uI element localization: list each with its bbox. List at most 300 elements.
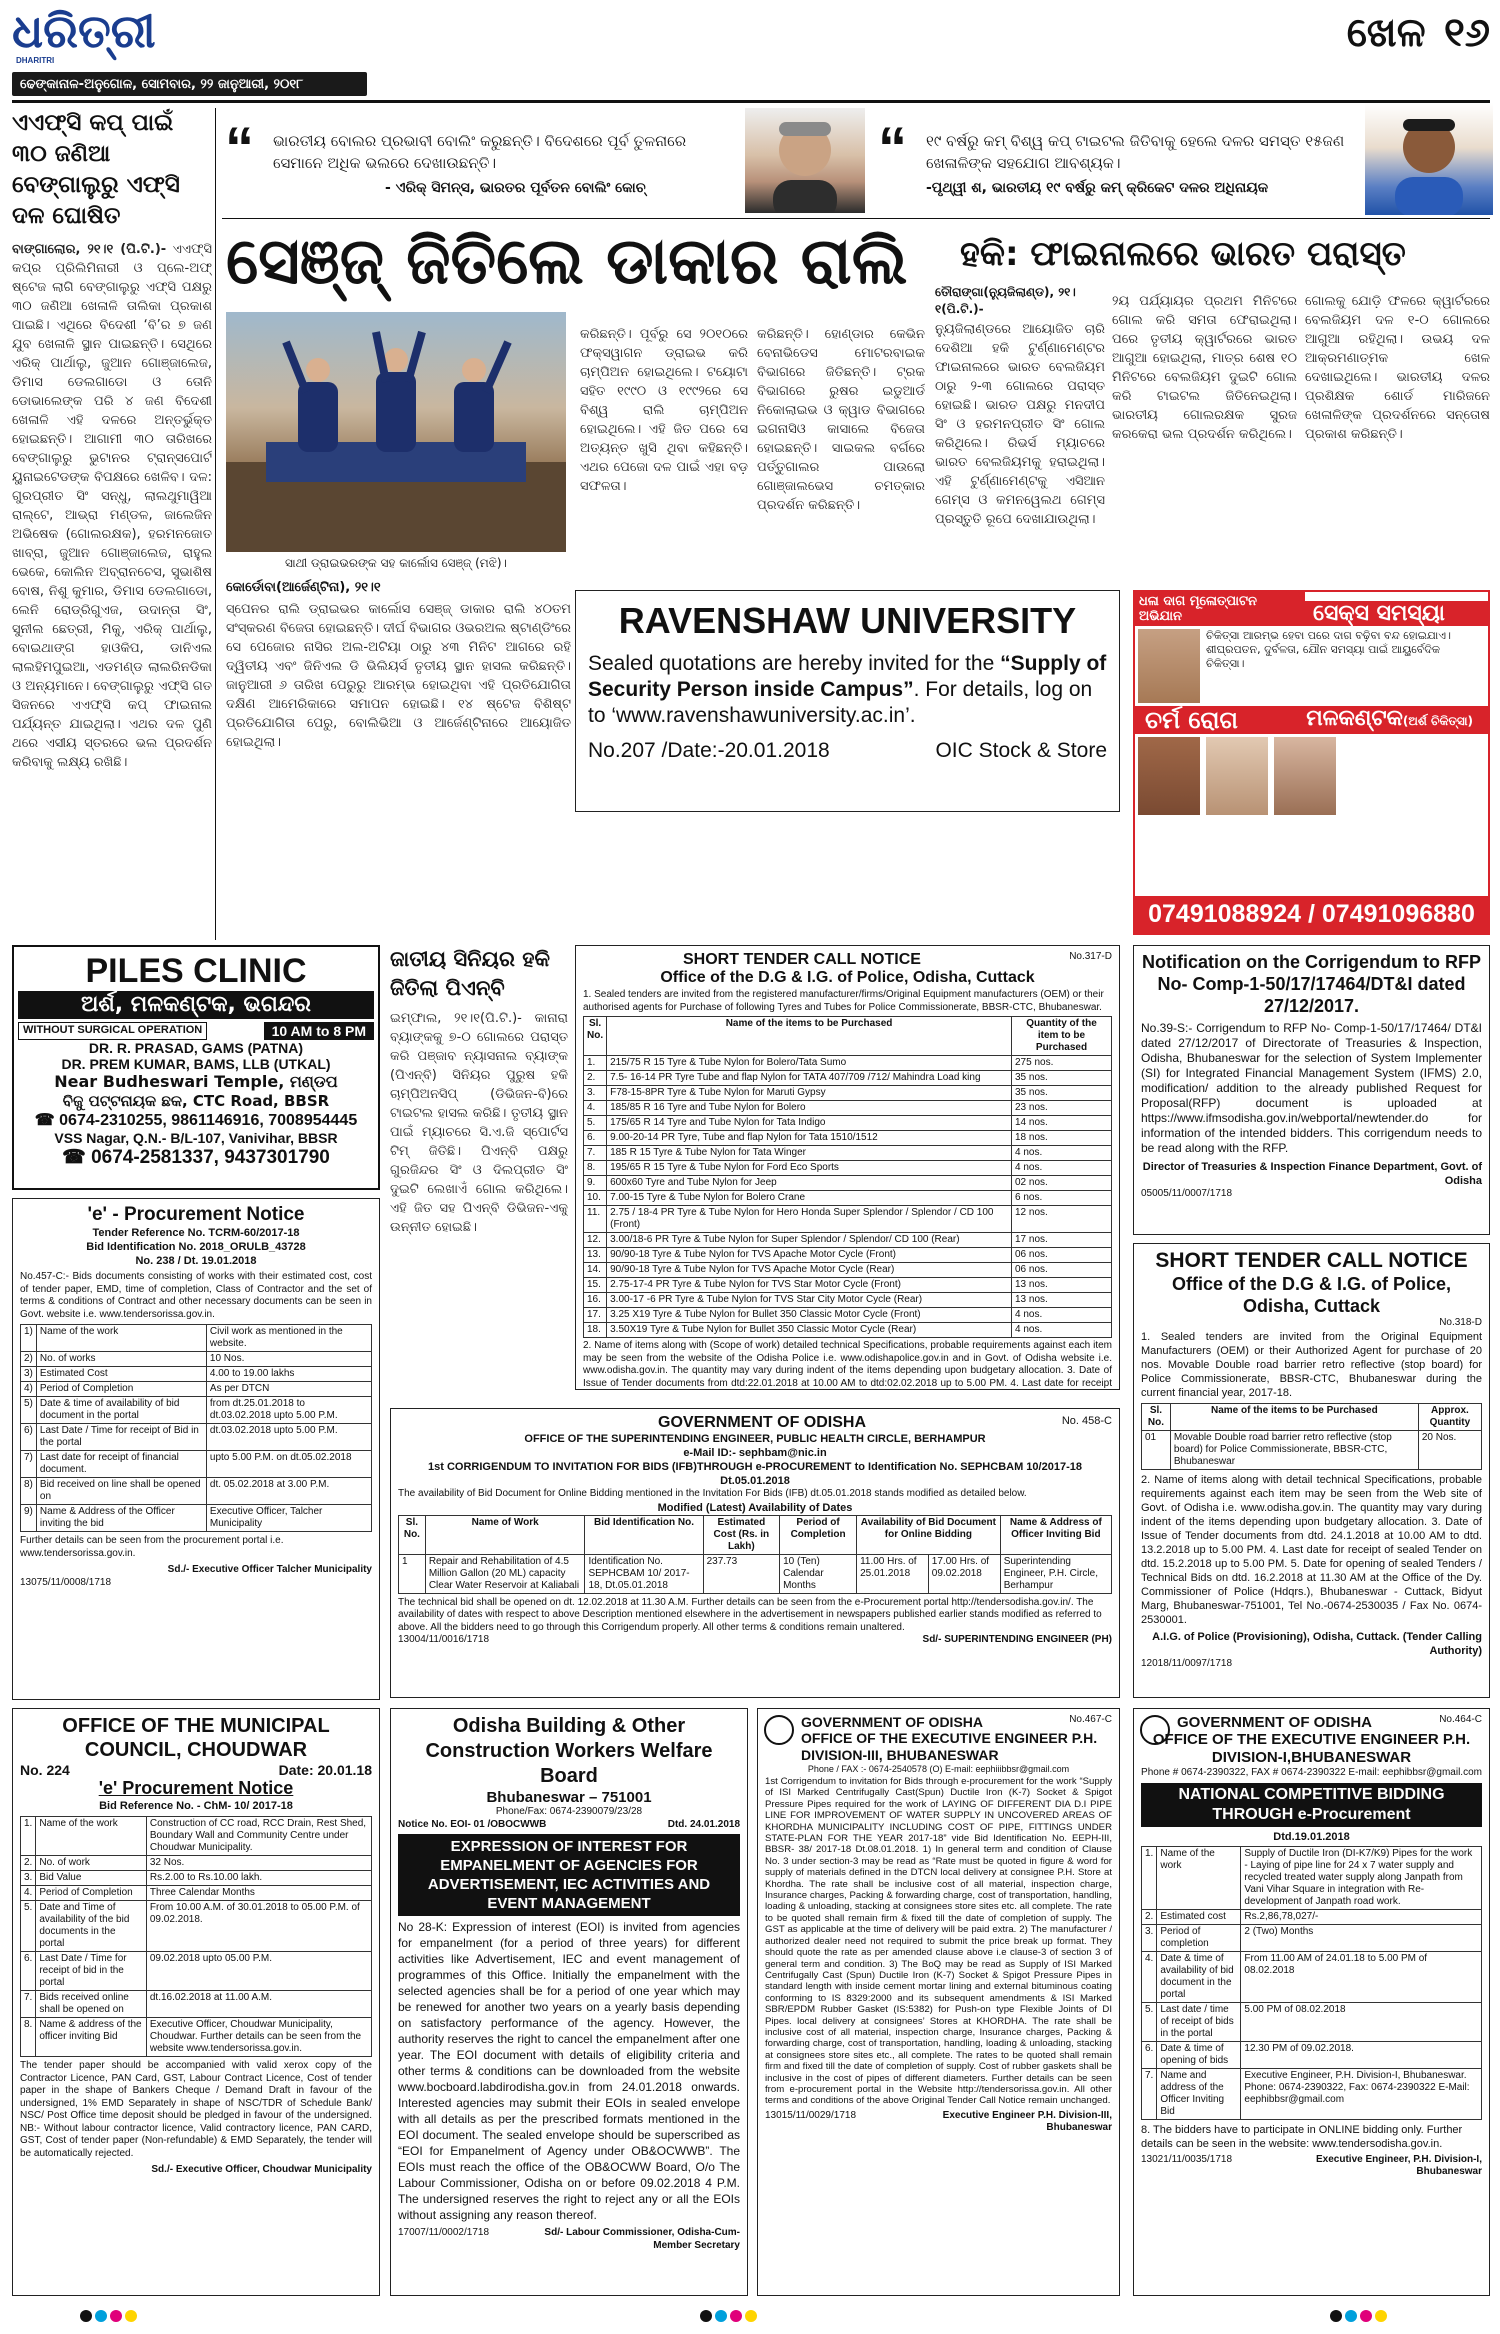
cell-qty: 13 nos. — [1012, 1278, 1112, 1293]
ee1-code: 13021/11/0035/1718 — [1141, 2153, 1233, 2165]
cell-sl: 6) — [21, 1424, 37, 1451]
corrigendum-code: 05005/11/0007/1718 — [1141, 1188, 1233, 1199]
ee1-date: Dtd.19.01.2018 — [1273, 1830, 1350, 1843]
cell-qty: 20 Nos. — [1418, 1430, 1481, 1469]
piles-clinic-ad — [12, 945, 380, 1190]
hockey-col3: ଗୋଲକୁ ଯୋଡ଼ି ଫଳରେ କ୍ୱାର୍ଟରରେ ବେଲଜିୟମ ଦଳ ୧-୦ ଗୋଲରେ ଆଗୁଆ ରହିଥିଲା। ଉଭୟ ଦଳ ଆକ୍ରମଣାତ୍ମକ ଖେଳ ଦେଖାଇଥିଲେ। ଭାରତୀୟ ଦଳର ପ୍ରଶିକ୍ଷକ ଶୋର୍ଡ ମାରିଜନେ ଖେଳାଳିଙ୍କ ପ୍ରଦର୍ଶନରେ ସନ୍ତୋଷ ପ୍ରକାଶ କରିଛନ୍ତି। — [1305, 294, 1490, 442]
cell-sl: 6. — [584, 1131, 607, 1146]
cell-label: Estimated Cost — [36, 1367, 206, 1382]
col-header-availability: Availability of Bid Document for Online Bidding — [857, 1515, 1001, 1554]
col-header-bid-id: Bid Identification No. — [585, 1515, 703, 1554]
quote-right-text: ୧୯ ବର୍ଷରୁ କମ୍ ବିଶ୍ୱ କପ୍ ଟାଇଟଲ ଜିତିବାକୁ ହେଲେ ଦଳର ସମସ୍ତ ୧୫ଜଣ ଖେଳାଳିଙ୍କ ସହଯୋଗ ଆବଶ୍ୟକ। — [926, 132, 1345, 172]
obocwwb-signature: Sd/- Labour Commissioner, Odisha-Cum-Member Secretary — [544, 2227, 740, 2251]
cell-sl: 5. — [584, 1116, 607, 1131]
cell-sl: 7. — [1142, 2068, 1157, 2119]
cell-work: Repair and Rehabilitation of 4.5 Million Gallon (20 ML) capacity Clear Water Reservoir at Kaliabali — [425, 1554, 585, 1593]
cell-qty: 35 nos. — [1012, 1071, 1112, 1086]
table-row — [21, 1505, 372, 1532]
phed-office: OFFICE OF THE SUPERINTENDING ENGINEER, PUBLIC HEALTH CIRCLE, BERHAMPUR — [524, 1433, 986, 1445]
police-318-intro: 1. Sealed tenders are invited from the Original Equipment Manufacturers (OEM) or their Authorized Agent for purchase of 20 nos. Movable Double road barrier retro reflective (stop board) for Police Commissionerate, BBSR-CTC, Bhubaneswar during the current financial year, 2017-18. — [1141, 1330, 1482, 1399]
ravenshaw-line2: . For details, log on to ‘www.ravenshawuniversity.ac.in’. — [588, 678, 1093, 727]
table-row — [584, 1293, 1112, 1308]
table-row — [1142, 1430, 1482, 1469]
obocwwb-title: Odisha Building & Other Construction Workers Welfare Board — [425, 1715, 713, 1787]
cell-sl: 3) — [21, 1367, 37, 1382]
cell-sl: 16. — [584, 1293, 607, 1308]
quote-left — [225, 116, 745, 210]
cell-value: dt.16.02.2018 at 11.00 A.M. — [146, 1991, 371, 2018]
cell-item: 215/75 R 15 Tyre & Tube Nylon for Bolero/Tata Sumo — [607, 1056, 1012, 1071]
section-name: ଖେଳ — [1346, 10, 1426, 56]
table-row — [584, 1308, 1112, 1323]
phed-no: No. 458-C — [1061, 1415, 1112, 1427]
cell-sl: 4) — [21, 1382, 37, 1397]
cell-sl: 17. — [584, 1308, 607, 1323]
eric-simmons-photo — [745, 108, 865, 213]
cell-label: Date & time of availability of bid document in the portal — [36, 1397, 206, 1424]
piles-address-3: VSS Nagar, Q.N.- B/L-107, Vanivihar, BBSR — [54, 1130, 338, 1146]
clinic-ad — [1133, 590, 1490, 935]
choudwar-footer: The tender paper should be accompanied with valid xerox copy of the Contractor Licence, PAN Card, GST, Labour Contract Licence, Cost of tender paper in the shape of Bankers Cheque / Demand Draft in favour of the undersigned, 1% EMD Separately in shape of NSC/TDR of Schedule Bank/ NSC/ Post Office time deposit should be pledged in favour of the undersigned. NB:- Without labour contractor licence, Valid contractory licence, PAN CARD, GST, Cost of tender paper (Non-refundable) & EMD Separately, the tender will be automatically rejected. — [20, 2060, 372, 2159]
clinic-banner-4-title: ମଳକଣ୍ଟକ — [1306, 706, 1403, 731]
senior-hockey-body: ଇମ୍ଫାଲ, ୨୧।୧(ପି.ଟି.)- କାନାରା ବ୍ୟାଙ୍କକୁ ୭-୦ ଗୋଲରେ ପରାସ୍ତ କରି ପଞ୍ଜାବ ନ୍ୟାସନାଲ ବ୍ୟାଙ୍କ (ପିଏନ୍‌ବି) ସିନିୟର ପୁରୁଷ ହକି ଚାମ୍ପିଅନସିପ୍ (ଡିଭିଜନ-ବି)ରେ ଟାଇଟଲ ହାସଲ କରିଛି। ତୃତୀୟ ସ୍ଥାନ ପାଇଁ ମ୍ୟାଚରେ ସି.ଏ.ଜି ସ୍ପୋର୍ଟସ ଟିମ୍ ଜିତିଛି। ପିଏନ୍‌ବି ପକ୍ଷରୁ ଗୁରଜିନ୍ଦର ସିଂ ଓ ଦିଲପ୍ରୀତ ସିଂ ଦୁଇଟି ଲେଖାଏଁ ଗୋଲ କରିଥିଲେ। ଏହି ଜିତ ସହ ପିଏନ୍‌ବି ଡିଭିଜନ-ଏକୁ ଉନ୍ନୀତ ହୋଇଛି। — [390, 1011, 568, 1235]
cell-sl: 3. — [1142, 1924, 1157, 1951]
cell-qty: 17 nos. — [1012, 1233, 1112, 1248]
table-row — [584, 1056, 1112, 1071]
col-header-qty: Approx. Quantity — [1418, 1403, 1481, 1430]
cell-qty: 23 nos. — [1012, 1101, 1112, 1116]
cell-item: 600x60 Tyre and Tube Nylon for Jeep — [607, 1176, 1012, 1191]
col-header-cost: Estimated Cost (Rs. in Lakh) — [703, 1515, 780, 1554]
police-317-intro: 1. Sealed tenders are invited from the registered manufacturer/firms/Original Equipment manufacturers (OEM) or their authorised agents for Purchase of following Tyres and Tubes for Police Commissionerate, BBSR-CTC, Bhubaneswar. — [583, 989, 1104, 1013]
choudwar-no: No. 224 — [20, 1762, 70, 1778]
photo-caption: ସାଥୀ ଡ୍ରାଇଭରଙ୍କ ସହ କାର୍ଲୋସ ସେଞ୍ଜ୍ (ମଝି)। — [285, 556, 507, 570]
piles-doctor-1: DR. R. PRASAD, GAMS (PATNA) — [88, 1040, 304, 1056]
corrigendum-title: Notification on the Corrigendum to RFP No- Comp-1-50/17/17464/DT&I dated 27/12/2017. — [1142, 952, 1481, 1016]
talcher-ref2: Bid Identification No. 2018_ORULB_43728 — [86, 1241, 306, 1253]
cell-sl: 10. — [584, 1191, 607, 1206]
piles-time: 10 AM to 8 PM — [264, 1022, 374, 1040]
cell-value: Executive Engineer, P.H. Division-I, Bhubaneswar. Phone: 0674-2390322, Fax: 0674-2390322 E-Mail: eephibbsr@gmail.com — [1241, 2068, 1482, 2119]
reg-mark-magenta — [730, 2310, 742, 2322]
obocwwb-phone: Phone/Fax: 0674-2390079/23/28 — [495, 1806, 643, 1817]
cell-qty: 14 nos. — [1012, 1116, 1112, 1131]
cell-item: 3.00/18-6 PR Tyre & Tube Nylon for Super Splendor / Splendor/ CD 100 (Rear) — [607, 1233, 1012, 1248]
reg-mark-cyan — [1345, 2310, 1357, 2322]
cell-item: 90/90-18 Tyre & Tube Nylon for TVS Apache Motor Cycle (Front) — [607, 1248, 1012, 1263]
clinic-banner-4 — [1298, 706, 1488, 734]
ravenshaw-highlight: “Supply of Security Person inside Campus” — [588, 652, 1107, 701]
ee3-office: OFFICE OF THE EXECUTIVE ENGINEER P.H. DIVISION-III, BHUBANESWAR — [801, 1730, 1098, 1763]
cell-sl: 7. — [584, 1146, 607, 1161]
cell-item: 9.00-20-14 PR Tyre, Tube and flap Nylon for Tata 1510/1512 — [607, 1131, 1012, 1146]
cell-qty: 4 nos. — [1012, 1308, 1112, 1323]
cell-label: Estimated cost — [1157, 1909, 1241, 1924]
ee3-contact: Phone / FAX :- 0674-2540578 (O) E-mail: eephiiibbsr@gmail.com — [807, 1764, 1070, 1774]
cell-bid-id: Identification No. SEPHCBAM 10/ 2017-18, Dt.05.01.2018 — [585, 1554, 703, 1593]
cell-value: upto 5.00 P.M. on dt.05.02.2018 — [206, 1451, 371, 1478]
logo-text: ଧରିତ୍ରୀ — [12, 4, 156, 58]
cell-label: Name of the work — [36, 1325, 206, 1352]
left-story-body — [12, 240, 212, 772]
left-story-headline: ଏଏଫ୍‌ସି କପ୍ ପାଇଁ ୩୦ ଜଣିଆ ବେଙ୍ଗାଲୁରୁ ଏଫ୍‌ସି ଦଳ ଘୋଷିତ — [12, 110, 180, 229]
table-row — [584, 1161, 1112, 1176]
main-story-col2: କରିଛନ୍ତି। ପୂର୍ବରୁ ସେ ୨୦୧୦ରେ ଫକ୍ସୱାଗନ ଡ୍ରାଇଭ କରି ଚାମ୍ପିଅନ ହୋଇଥିଲେ। ଟୟୋଟା ସହିତ ୧୯୯୦ ଓ ୧୯୯୨ରେ ସେ ବିଶ୍ୱ ରାଲି ଚାମ୍ପିଅନ ହୋଇଥିଲେ। ଏହି ଜିତ ପରେ ସେ ଅତ୍ୟନ୍ତ ଖୁସି ଥିବା କହିଛନ୍ତି। ଏଥର ପେଜୋ ଦଳ ପାଇଁ ଏହା ବଡ଼ ସଫଳତା। — [580, 327, 748, 494]
phed-code: 13004/11/0016/1718 — [398, 1634, 490, 1645]
table-row — [584, 1248, 1112, 1263]
cell-sl: 2) — [21, 1352, 37, 1367]
talcher-footer: Further details can be seen from the procurement portal i.e. www.tendersorissa.gov.in. — [20, 1535, 284, 1559]
hockey-dateline: ତୌରାଙ୍ଗା(ନ୍ୟୁଜିଲାଣ୍ଡ), ୨୧।୧(ପି.ଟି.)- — [935, 285, 1076, 316]
cell-sl: 8. — [21, 2018, 36, 2057]
senior-hockey-headline: ଜାତୀୟ ସିନିୟର ହକି ଜିତିଲା ପିଏନ୍‌ବି — [390, 947, 550, 1000]
police-tender-317 — [575, 945, 1120, 1390]
obocwwb-notice — [390, 1708, 748, 2296]
cell-qty: 35 nos. — [1012, 1086, 1112, 1101]
choudwar-table — [20, 1816, 372, 2057]
cell-sl: 6. — [1142, 2041, 1157, 2068]
clinic-photo-3 — [1206, 737, 1268, 815]
cell-sl: 01 — [1142, 1430, 1171, 1469]
piles-phone-1: ☎ 0674-2310255, 9861146916, 7008954445 — [34, 1112, 358, 1129]
quote-mark-left-icon: “ — [225, 116, 254, 181]
talcher-notice — [12, 1198, 380, 1700]
cell-label: Date & time of opening of bids — [1157, 2041, 1241, 2068]
cell-sl: 1. — [21, 1817, 36, 1856]
choudwar-signature: Sd./- Executive Officer, Choudwar Municipality — [151, 2164, 372, 2175]
cell-cost: 237.73 — [703, 1554, 780, 1593]
cell-value: Civil work as mentioned in the website. — [206, 1325, 371, 1352]
cell-value: 10 Nos. — [206, 1352, 371, 1367]
cell-label: Name & Address of the Officer inviting the bid — [36, 1505, 206, 1532]
ravenshaw-line1: Sealed quotations are hereby invited for the — [588, 652, 995, 675]
podium-celebration-icon — [226, 312, 566, 552]
piles-title: PILES CLINIC — [85, 952, 307, 990]
cell-sl: 4. — [21, 1886, 36, 1901]
left-story-dateline: ବାଙ୍ଗାଲୋର, ୨୧।୧ (ପି.ଟି.)- — [12, 242, 167, 257]
masthead-rule — [12, 100, 1490, 103]
corrigendum-notice — [1133, 945, 1490, 1235]
cell-sl: 11. — [584, 1206, 607, 1233]
cell-sl: 3. — [584, 1086, 607, 1101]
quote-left-attribution: - ଏରିକ୍ ସିମନ୍ସ, ଭାରତର ପୂର୍ବତନ ବୋଲିଂ କୋଚ୍ — [385, 180, 646, 196]
phed-email: e-Mail ID:- sephbam@nic.in — [683, 1447, 827, 1459]
reg-mark-yellow — [1375, 2310, 1387, 2322]
cell-value: Three Calendar Months — [146, 1886, 371, 1901]
table-row — [584, 1263, 1112, 1278]
section-label — [1240, 10, 1490, 70]
police-318-no: No.318-D — [1439, 1317, 1482, 1328]
quote-divider — [222, 218, 1490, 219]
talcher-ref3: No. 238 / Dt. 19.01.2018 — [135, 1255, 257, 1267]
cell-item: 3.00-17 -6 PR Tyre & Tube Nylon for TVS Star City Motor Cycle (Rear) — [607, 1293, 1012, 1308]
registration-marks-left — [80, 2310, 137, 2326]
obocwwb-city: Bhubaneswar – 751001 — [486, 1789, 652, 1806]
cell-value: From 11.00 AM of 24.01.18 to 5.00 PM of 08.02.2018 — [1241, 1951, 1482, 2002]
table-row — [584, 1278, 1112, 1293]
police-317-table — [583, 1016, 1112, 1338]
ee1-contact: Phone # 0674-2390322, FAX # 0674-2390322 E-mail: eephibbsr@gmail.com — [1141, 1767, 1482, 1778]
ee3-body: 1st Corrigendum to invitation for Bids through e-procurement for the work “Supply of ISI Marked Centrifugally Cast(Spun) Ductile Iron (K-7) Socket & Spigot Pressure Pipes required for the work of LAYING OF DIFFERENT DIA D.I PIPE LINE FOR IMPROVEMENT OF WATER SUPPLY IN UNCOVERED AREAS OF KHORDHA MUNICIPALITY INCLUDING COST OF PIPE, FITTINGS UNDER STATE-PLAN FOR THE YEAR 2017-18” vide Bid Identification No. EEPH-III, BBSR- 38/ 2017-18 Dt.08.01.2018. 1) In general term and condition of Clause No. 3 under section-3 may be read as “Rate must be quoted in figure & word for supply of materials defined in the DTCN local delivery at consignee P.H. Store at Khordha. The rate shall be inclusive cost of all material, inspection charge, Insurance charges, Packing & forwarding charge, cost of transportation, handling, loading & unloading, stacking at consignees store sites etc. all complete. The rate to be quoted shall remain firm & fixed till the date of completion of supply. The GST as applicable at the time of delivery will be paid extra. 2) The manufacturer / authorized dealer need not required to submit the price break up format. They should quote the rate as per amended clause above i.e clause-3 of section 3 of general term and condition. 3) The BoQ may be read as Supply of ISI Marked Centrifugally Cast (Spun) Ductile Iron (K-7) Socket & Spigot Pressure Pipes in standard length with inside cement mortar lining and external bituminous coating conforming to IS 8329:2000 and its subsequent amendments & ISI Marked SBR/EPDM Rubber Gasket (IS:5382) for Push-on type Flexible Joints of DI Pipes. local delivery at consignees’ Stores at KHORDHA. The rate shall be inclusive cost of all material, inspection charge, Insurance charges, Packing & forwarding charge, cost of transportation, handling, loading & unloading, stacking at consignees store sites etc., all complete. The rates to be quoted shall remain firm and fixed till the date of completion of supply. Cost of rubber gaskets shall be inclusive in the cost of pipes of different diameters. Further details can be seen from e-procurement portal in the Website http://tendersorissa.gov.in. All other terms and conditions of the above Original Tender Call Notice remain unchanged. — [765, 1776, 1112, 2107]
cell-item: 7.5- 16-14 PR Tyre Tube and flap Nylon for TATA 407/709 /712/ Mahindra Load king — [607, 1071, 1012, 1086]
dateline-bar — [12, 72, 367, 96]
registration-marks-right — [1330, 2310, 1387, 2326]
dateline-text: ଢେଙ୍କାନାଳ-ଅନୁଗୋଳ, ସୋମବାର, ୨୨ ଜାନୁଆରୀ, ୨୦୧୮ — [20, 77, 303, 92]
cell-sl: 18. — [584, 1323, 607, 1338]
clinic-photo-2 — [1138, 737, 1200, 815]
cell-item: 7.00-15 Tyre & Tube Nylon for Bolero Crane — [607, 1191, 1012, 1206]
ravenshaw-ref: No.207 /Date:-20.01.2018 — [588, 739, 830, 762]
cell-sl: 5. — [1142, 2002, 1157, 2041]
cell-label: Date & time of availability of bid document in the portal — [1157, 1951, 1241, 2002]
obocwwb-date: Dtd. 24.01.2018 — [667, 1818, 740, 1830]
table-row — [584, 1116, 1112, 1131]
table-row — [21, 1856, 372, 1871]
left-column-divider — [215, 108, 216, 940]
table-row — [1142, 2002, 1482, 2041]
reg-mark-cyan — [95, 2310, 107, 2322]
cell-qty: 6 nos. — [1012, 1191, 1112, 1206]
cell-officer: Superintending Engineer, P.H. Circle, Berhampur — [1000, 1554, 1111, 1593]
ravenshaw-title: RAVENSHAW UNIVERSITY — [618, 600, 1077, 641]
cell-value: Rs.2.00 to Rs.10.00 lakh. — [146, 1871, 371, 1886]
table-row — [21, 1382, 372, 1397]
cell-value: 09.02.2018 upto 05.00 P.M. — [146, 1952, 371, 1991]
portrait-icon — [745, 108, 865, 213]
left-story-text-2: ବେଙ୍ଗାଲୁରୁ ଏଫ୍‌ସି ଗତ ସିଜନରେ ଏଏଫ୍‌ସି କପ୍ ଫାଇନାଲ ପର୍ଯ୍ୟନ୍ତ ଯାଇଥିଲା। ଏଥର ଦଳ ପୁଣି ଥରେ ଏସୀୟ ସ୍ତରରେ ଭଲ ପ୍ରଦର୍ଶନ କରିବାକୁ ଲକ୍ଷ୍ୟ ରଖିଛି। — [12, 679, 212, 770]
clinic-body: ଚିକିତ୍ସା ଆରମ୍ଭ ହେବା ପରେ ଦାଗ ବଢ଼ିବା ବନ୍ଦ ହୋଇଯାଏ। ଶୀଘ୍ରପତନ, ଦୁର୍ବଳତା, ଯୌନ ସମସ୍ୟା ପାଇଁ ଆୟୁର୍ବେଦିକ ଚିକିତ୍ସା। — [1206, 629, 1451, 670]
table-row — [1142, 2068, 1482, 2119]
phed-intro: The availability of Bid Document for Online Bidding mentioned in the Invitation For Bids (IFB) dt.05.01.2018 stands modified as detailed below. — [398, 1488, 1027, 1499]
cell-label: Period of Completion — [36, 1886, 147, 1901]
cell-item: 175/65 R 14 Tyre and Tube Nylon for Tata Indigo — [607, 1116, 1012, 1131]
ravenshaw-ad — [575, 590, 1120, 812]
cell-value: 5.00 PM of 08.02.2018 — [1241, 2002, 1482, 2041]
talcher-signature: Sd./- Executive Officer Talcher Municipality — [167, 1564, 372, 1575]
odisha-emblem-icon — [1140, 1715, 1170, 1745]
quote-right-attribution: -ପୃଥ୍ୱୀ ଶ, ଭାରତୀୟ ୧୯ ବର୍ଷରୁ କମ୍ କ୍ରିକେଟ ଦଳର ଅଧିନାୟକ — [926, 180, 1269, 196]
cell-to: 17.00 Hrs. of 09.02.2018 — [928, 1554, 1000, 1593]
cell-sl: 12. — [584, 1233, 607, 1248]
table-row — [21, 1424, 372, 1451]
cell-qty: 4 nos. — [1012, 1146, 1112, 1161]
cell-qty: 06 nos. — [1012, 1263, 1112, 1278]
talcher-ref1: Tender Reference No. TCRM-60/2017-18 — [92, 1227, 300, 1239]
clinic-banner-1: ଧଳା ଦାଗ ମୂଳୋତ୍ପାଟନ ଅଭିଯାନ — [1135, 592, 1305, 626]
reg-mark-yellow — [125, 2310, 137, 2322]
table-row — [21, 1871, 372, 1886]
clinic-photo-4 — [1274, 737, 1336, 815]
cell-sl: 1 — [399, 1554, 426, 1593]
cell-sl: 5) — [21, 1397, 37, 1424]
cell-label: Bid received on line shall be opened on — [36, 1478, 206, 1505]
choudwar-title: OFFICE OF THE MUNICIPAL COUNCIL, CHOUDWAR — [62, 1715, 330, 1761]
reg-mark-black — [700, 2310, 712, 2322]
talcher-code: 13075/11/0008/1718 — [20, 1576, 112, 1588]
corrigendum-signature: Director of Treasuries & Inspection Finance Department, Govt. of Odisha — [1142, 1161, 1482, 1187]
cell-qty: 06 nos. — [1012, 1248, 1112, 1263]
clinic-banner-4-sub: (ଅର୍ଶ ଚିକିତ୍ସା) — [1402, 714, 1473, 728]
ee1-notes: 8. The bidders have to participate in ONLINE bidding only. Further details can be seen in the website: www.tendersodisha.gov.in. — [1141, 2123, 1463, 2150]
piles-doctor-2: DR. PREM KUMAR, BAMS, LLB (UTKAL) — [61, 1056, 331, 1072]
cell-sl: 4. — [1142, 1951, 1157, 2002]
ee1-no: No.464-C — [1439, 1714, 1482, 1725]
choudwar-notice — [12, 1708, 380, 2296]
cell-item: 195/65 R 15 Tyre & Tube Nylon for Ford Eco Sports — [607, 1161, 1012, 1176]
cell-sl: 4. — [584, 1101, 607, 1116]
reg-mark-magenta — [1360, 2310, 1372, 2322]
main-story-col3: କରିଛନ୍ତି। ହୋଣ୍ଡାର କେଭିନ ବେନାଭିଡେସ ମୋଟରବାଇକ ବିଭାଗରେ ଜିତିଛନ୍ତି। ଟ୍ରକ ବିଭାଗରେ ରୁଷର ଇଡୁଆର୍ଡ ନିକୋଲାଇଭ ଓ କ୍ୱାଡ ବିଭାଗରେ ଇଗନାସିଓ କାସାଲେ ବିଜେତା ହୋଇଛନ୍ତି। ସାଇକଲ ବର୍ଗରେ ପର୍ତ୍ତୁଗାଲର ପାଉଲୋ ଗୋଞ୍ଜାଲଭେସ ଚମତ୍କାର ପ୍ରଦର୍ଶନ କରିଛନ୍ତି। — [757, 327, 925, 513]
cell-value: From 10.00 A.M. of 30.01.2018 to 05.00 P.M. of 09.02.2018. — [146, 1901, 371, 1952]
obocwwb-code: 17007/11/0002/1718 — [398, 2227, 490, 2238]
table-row — [584, 1323, 1112, 1338]
logo-subtext: DHARITRI — [16, 56, 55, 65]
cell-value: 32 Nos. — [146, 1856, 371, 1871]
page-number: ୧୬ — [1444, 10, 1490, 56]
piles-address-2: ବିଜୁ ପଟ୍ଟନାୟକ ଛକ, CTC Road, BBSR — [62, 1092, 330, 1110]
phed-title: GOVERNMENT OF ODISHA — [658, 1414, 867, 1431]
cell-value: Construction of CC road, RCC Drain, Rest Shed, Boundary Wall and Community Centre under Choudwar Municipality. — [146, 1817, 371, 1856]
table-row — [399, 1554, 1112, 1593]
main-headline: ସେଞ୍ଜ୍ ଜିତିଲେ ଡାକାର ରାଲି — [226, 225, 908, 299]
col-header-work: Name of Work — [425, 1515, 585, 1554]
quote-right — [878, 116, 1358, 210]
ee1-banner: NATIONAL COMPETITIVE BIDDING THROUGH e-Procurement — [1141, 1783, 1482, 1827]
cell-sl: 15. — [584, 1278, 607, 1293]
main-dateline: କୋର୍ଡୋବା(ଆର୍ଜେଣ୍ଟିନା), ୨୧।୧ — [226, 580, 381, 595]
cell-sl: 1. — [1142, 1846, 1157, 1909]
ee3-signature: Executive Engineer P.H. Division-III, Bhubaneswar — [942, 2109, 1112, 2134]
col-header-item: Name of the items to be Purchased — [1170, 1403, 1418, 1430]
left-story — [12, 108, 212, 940]
main-story-col1: ସ୍ପେନର ରାଲି ଡ୍ରାଇଭର କାର୍ଲୋସ ସେଞ୍ଜ୍ ଡାକାର ରାଲି ୪୦ତମ ସଂସ୍କରଣ ବିଜେତା ହୋଇଛନ୍ତି। ଦୀର୍ଘ ବିଭାଗର ଓଭରଅଲ ଷ୍ଟାଣ୍ଡିଂରେ ସେ ପେଜୋର ନାସିର ଅଲ-ଅଟିୟା ଠାରୁ ୪୩ ମିନିଟ ଆଗରେ ରହି ଦ୍ୱିତୀୟ ଏବଂ ଜିନିଏଲ ଡି ଭିଲିୟର୍ସ ତୃତୀୟ ସ୍ଥାନ ହାସଲ କରିଛନ୍ତି। ଜାନୁଆରୀ ୬ ତାରିଖ ପେରୁରୁ ଆରମ୍ଭ ହୋଇଥିବା ଏହି ପ୍ରତିଯୋଗିତା ଦକ୍ଷିଣ ଆମେରିକାରେ ସମାପନ ହୋଇଛି। ୧୪ ଷ୍ଟେଜ ବିଶିଷ୍ଟ ପ୍ରତିଯୋଗିତା ପେରୁ, ବୋଲିଭିଆ ଓ ଆର୍ଜେଣ୍ଟିନାରେ ଆୟୋଜିତ ହୋଇଥିଲା। — [226, 602, 571, 750]
col-header-item: Name of the items to be Purchased — [607, 1017, 1012, 1056]
cell-sl: 9) — [21, 1505, 37, 1532]
talcher-table — [20, 1324, 372, 1532]
cell-label: Last date for receipt of financial document. — [36, 1451, 206, 1478]
ee3-title: GOVERNMENT OF ODISHA — [801, 1714, 984, 1730]
table-row — [21, 1325, 372, 1352]
talcher-intro: No.457-C:- Bids documents consisting of works with their estimated cost, cost of tender paper, EMD, time of completion, Class of Contractor and the set of terms & conditions of Contract and other necessary documents can be seen in Govt. website i.e. www.tendersorissa.gov.in. — [20, 1271, 372, 1320]
cell-value: 2 (Two) Months — [1241, 1924, 1482, 1951]
ee-division3-notice — [757, 1708, 1120, 2296]
cell-qty: 18 nos. — [1012, 1131, 1112, 1146]
cell-sl: 5. — [21, 1901, 36, 1952]
ee3-no: No.467-C — [1069, 1714, 1112, 1725]
cell-label: No. of works — [36, 1352, 206, 1367]
cell-item: 3.50X19 Tyre & Tube Nylon for Bullet 350 Classic Motor Cycle (Rear) — [607, 1323, 1012, 1338]
clinic-photo-1 — [1138, 629, 1200, 703]
phed-corrigendum: 1st CORRIGENDUM TO INVITATION FOR BIDS (IFB)THROUGH e-PROCUREMENT to Identification No. SEPHCBAM 10/2017-18 Dt.05.01.2018 — [428, 1461, 1082, 1487]
piles-subtitle: ଅର୍ଶ, ମଳକଣ୍ଟକ, ଭଗନ୍ଦର — [18, 991, 374, 1019]
reg-mark-black — [80, 2310, 92, 2322]
table-row — [21, 1478, 372, 1505]
obocwwb-body: No 28-K: Expression of interest (EOI) is invited from agencies for empanelment (for a period of three years) for different activities like Advertisement, IEC and event management of programmes of this Office. Initially the empanelment with the selected agencies shall be for a period of one year which may be renewed for another two years on a yearly basis depending on satisfactory performance of the agency. However, the authority reserves the right to cancel the empanelment after one year. The EOI document with details of eligibility criteria and other terms & conditions can be downloaded from the website www.bocboard.labdirodisha.gov.in from 24.01.2018 onwards. Interested agencies may submit their EOIs in sealed envelope with all details as per the prescribed formats mentioned in the EOI document. The sealed envelope should be superscribed as “EOI for Empanelment of Agency under OB&OCWWB”. The EOIs must reach the office of the OB&OCWW Board, O/o The Labour Commissioner, Odisha on or before 09.02.2018 4 P.M. The undersigned reserves the right to reject any or all the EOIs without assigning any reason thereof. — [398, 1920, 740, 2222]
prithvi-shaw-photo — [1365, 103, 1493, 215]
cell-value: Supply of Ductile Iron (DI-K7/K9) Pipes for the work - Laying of pipe line for 24 x 7 water supply and recycled treated water supply along Janpath from Vani Vihar Square in integration with Re-development of Janpath road work. — [1241, 1846, 1482, 1909]
portrait-icon — [1365, 103, 1493, 215]
choudwar-date: Date: 20.01.18 — [278, 1762, 372, 1778]
cell-label: Period of Completion — [36, 1382, 206, 1397]
col-header-period: Period of Completion — [780, 1515, 857, 1554]
cell-value: dt.03.02.2018 upto 5.00 P.M. — [206, 1424, 371, 1451]
cell-label: Last Date / Time for receipt of bid in the portal — [36, 1952, 147, 1991]
cell-qty: 4 nos. — [1012, 1161, 1112, 1176]
cell-sl: 1. — [584, 1056, 607, 1071]
talcher-title: 'e' - Procurement Notice — [87, 1204, 305, 1225]
ee1-table — [1141, 1846, 1482, 2120]
obocwwb-no: Notice No. EOI- 01 /OBOCWWB — [398, 1818, 547, 1830]
ee3-code: 13015/11/0029/1718 — [765, 2109, 857, 2121]
table-row — [1142, 1909, 1482, 1924]
cell-sl: 1) — [21, 1325, 37, 1352]
cell-item: 2.75-17-4 PR Tyre & Tube Nylon for TVS Star Motor Cycle (Front) — [607, 1278, 1012, 1293]
cell-label: Date and Time of availability of the bid documents in the portal — [36, 1901, 147, 1952]
cell-item: 2.75 / 18-4 PR Tyre & Tube Nylon for Hero Honda Super Splendor / Splendor / CD 100 (Front) — [607, 1206, 1012, 1233]
cell-value: 4.00 to 19.00 lakhs — [206, 1367, 371, 1382]
cell-value: Executive Officer, Choudwar Municipality, Choudwar. Further details can be seen from the website www.tendersorissa.gov.in. — [146, 2018, 371, 2057]
table-row — [584, 1176, 1112, 1191]
police-317-no: No.317-D — [1069, 951, 1112, 962]
reg-mark-magenta — [110, 2310, 122, 2322]
table-row — [584, 1071, 1112, 1086]
cell-from: 11.00 Hrs. of 25.01.2018 — [857, 1554, 929, 1593]
table-row — [21, 1367, 372, 1382]
cell-value: from dt.25.01.2018 to dt.03.02.2018 upto 5.00 P.M. — [206, 1397, 371, 1424]
cell-value: Executive Officer, Talcher Municipality — [206, 1505, 371, 1532]
table-row — [21, 1817, 372, 1856]
left-story-text: ଏଏଫ୍‌ସି କପ୍ର ପ୍ରିଲିମିନାରୀ ଓ ପ୍ଲେ-ଅଫ୍ ଷ୍ଟେଜ ଲାଗି ବେଙ୍ଗାଲୁରୁ ଏଫ୍‌ସି ପକ୍ଷରୁ ୩୦ ଜଣିଆ ଖେଳାଳି ତାଲିକା ପ୍ରକାଶ ପାଇଛି। ଏଥିରେ ବିଦେଶୀ ‘ବି’ର ୭ ଜଣ ଯୁବ ଖେଳାଳି ସ୍ଥାନ ପାଇଛନ୍ତି। ସେଥିରେ ଏରିକ୍ ପାର୍ଥାଲୁ, ଜୁଆନ ଗୋଞ୍ଜାଲେଜ, ଡିମାସ ଡେଲଗାଡୋ ଓ ତୋନି ଡୋଭାଲେଙ୍କ ପରି ୪ ଜଣ ବିଦେଶୀ ଖେଳାଳି ଏହି ଦଳରେ ଅନ୍ତର୍ଭୁକ୍ତ ହୋଇଛନ୍ତି। ଆଗାମୀ ୩୦ ତାରିଖରେ ବେଙ୍ଗାଲୁରୁ ଭୁଟାନର ଟ୍ରାନ୍ସପୋର୍ଟ ୟୁନାଇଟେଡଙ୍କ ବିପକ୍ଷରେ ଖେଳିବ। ଦଳ: ଗୁରପ୍ରୀତ ସିଂ ସନ୍ଧୁ, ଲାଲଥୁମାୱିଆ ରାଲ୍ଟେ, ଆଭ୍ରା ମଣ୍ଡଳ, ଜାଲେଜିନ ଅଭିଷେକ (ଗୋଲରକ୍ଷକ), ହରମନଜୋତ ଖାବ୍ରା, ଜୁଆନ ଗୋଞ୍ଜାଲେଜ, ରାହୁଲ ଭେକେ, କୋଲିନ ଅବ୍ରାନଚେସ, ସୁଭାଶିଷ ବୋଷ, ନିଶୁ କୁମାର, ଡିମାସ ଡେଲଗାଡୋ, ଲେନି ରୋଡ୍ରିଗୁଏଜ, ଉଦାନ୍ତା ସିଂ, ସୁନୀଲ ଛେତ୍ରୀ, ମିକୁ, ଏରିକ୍ ପାର୍ଥାଲୁ, ବୋଇଥାଙ୍ଗ ହାଓକିପ, ଡାନିଏଲ ଲାଲହିମପୁଇଆ, ଏଡମଣ୍ଡ ଲାଲରିନଡିକା ଓ ଅନ୍ୟମାନେ। — [12, 242, 212, 694]
quote-left-text: ଭାରତୀୟ ବୋଲର ପ୍ରଭାବୀ ବୋଲିଂ କରୁଛନ୍ତି। ବିଦେଶରେ ପୂର୍ବ ତୁଳନାରେ ସେମାନେ ଅଧିକ ଭଲରେ ଦେଖାଉଛନ୍ତି। — [273, 132, 687, 172]
police-317-title: SHORT TENDER CALL NOTICE — [683, 951, 921, 968]
cell-qty: 12 nos. — [1012, 1206, 1112, 1233]
cell-sl: 2. — [584, 1071, 607, 1086]
police-318-code: 12018/11/0097/1718 — [1141, 1657, 1233, 1669]
table-row — [21, 2018, 372, 2057]
cell-label: Bids received online shall be opened on — [36, 1991, 147, 2018]
choudwar-bidref: Bid Reference No. - ChM- 10/ 2017-18 — [99, 1800, 293, 1812]
cell-sl: 8) — [21, 1478, 37, 1505]
reg-mark-cyan — [715, 2310, 727, 2322]
corrigendum-body: No.39-S:- Corrigendum to RFP No- Comp-1-50/17/17464/ DT&I dated 27/12/2017 of Directorate of Treasuries & Inspection, Odisha, Bhubaneswar for the selection of System Implementer (SI) for Integrated Financial Management System (IFMS) 2.0, modification/ addition to the already published Request for Proposal(RFP) document is uploaded at https://www.ifmsodisha.gov.in/webportal/newtender.do for information of the intended bidders. This corrigendum needs to be read along with the RFP. — [1141, 1021, 1482, 1155]
table-row — [21, 1952, 372, 1991]
table-row — [584, 1233, 1112, 1248]
cell-value: As per DTCN — [206, 1382, 371, 1397]
table-row — [21, 1886, 372, 1901]
clinic-banner-3: ଚର୍ମ ରୋଗ — [1135, 706, 1298, 734]
table-row — [584, 1146, 1112, 1161]
table-row — [584, 1131, 1112, 1146]
table-row — [21, 1397, 372, 1424]
cell-sl: 7. — [21, 1991, 36, 2018]
dakar-rally-photo — [226, 312, 566, 552]
hockey-headline: ହକି: ଫାଇନାଲରେ ଭାରତ ପରାସ୍ତ — [960, 234, 1406, 274]
police-tender-318 — [1133, 1243, 1490, 1698]
cell-sl: 7) — [21, 1451, 37, 1478]
cell-label: Bid Value — [36, 1871, 147, 1886]
police-318-signature: A.I.G. of Police (Provisioning), Odisha, Cuttack. (Tender Calling Authority) — [1152, 1630, 1482, 1657]
cell-value: Rs.2,86,78,027/- — [1241, 1909, 1482, 1924]
clinic-phones: 07491088924 / 07491096880 — [1135, 896, 1488, 933]
clinic-banner-2: ସେକ୍ସ ସମସ୍ୟା — [1305, 601, 1488, 626]
ravenshaw-office: OIC Stock & Store — [935, 739, 1107, 762]
table-row — [21, 1352, 372, 1367]
quote-mark-right-icon: “ — [878, 116, 907, 181]
registration-marks-center — [700, 2310, 757, 2326]
table-row — [1142, 2041, 1482, 2068]
cell-period: 10 (Ten) Calendar Months — [780, 1554, 857, 1593]
cell-sl: 2. — [21, 1856, 36, 1871]
